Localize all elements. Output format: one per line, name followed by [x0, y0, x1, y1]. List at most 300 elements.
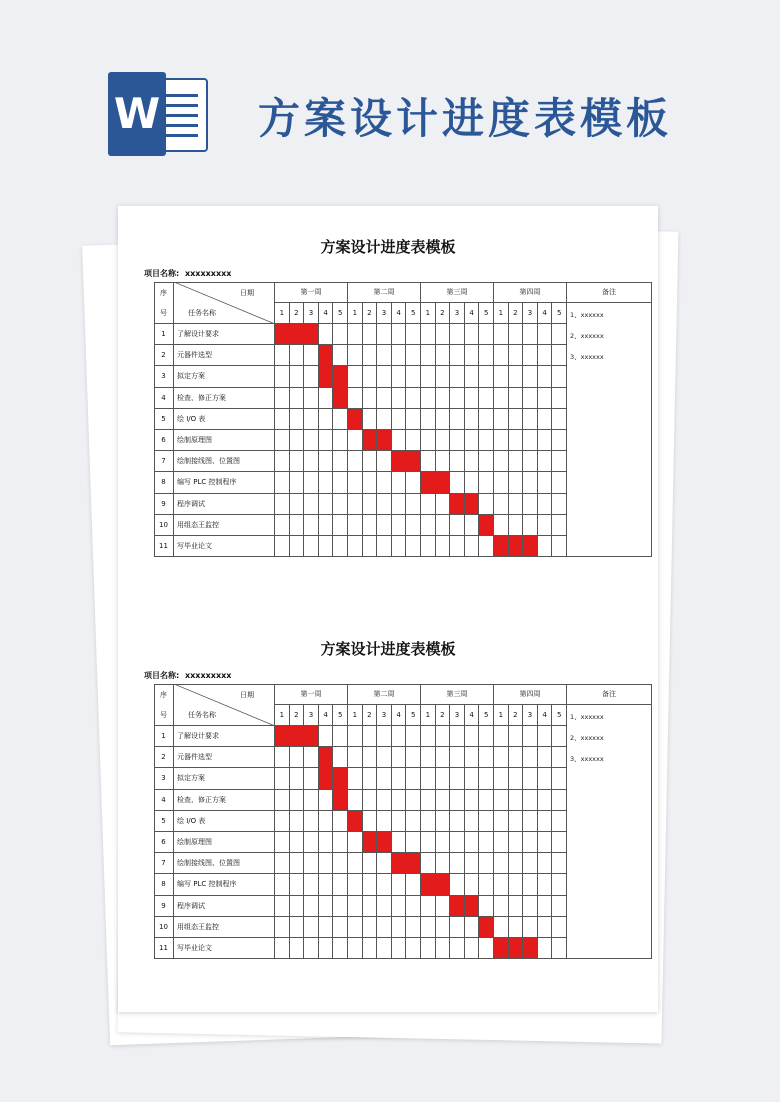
gantt-cell: [363, 324, 378, 345]
task-no: 10: [154, 515, 174, 536]
gantt-cell: [479, 832, 494, 853]
gantt-cell: [465, 811, 480, 832]
project-name: [144, 268, 231, 279]
gantt-cell: [275, 451, 290, 472]
gantt-cell: [377, 345, 392, 366]
gantt-cell: [450, 811, 465, 832]
gantt-cell: [304, 451, 319, 472]
gantt-cell: [275, 896, 290, 917]
gantt-cell: [406, 938, 421, 959]
day-header: 5: [479, 705, 494, 726]
gantt-cell: [319, 874, 334, 895]
task-name: 拟定方案: [174, 768, 275, 789]
gantt-cell: [290, 430, 305, 451]
gantt-cell: [479, 938, 494, 959]
gantt-cell: [538, 430, 553, 451]
gantt-cell: [436, 726, 451, 747]
gantt-cell: [333, 515, 348, 536]
gantt-cell: [304, 366, 319, 387]
gantt-cell: [363, 515, 378, 536]
gantt-cell: [406, 515, 421, 536]
gantt-bar-cell: [523, 536, 538, 557]
gantt-bar-cell: [363, 430, 378, 451]
gantt-cell: [377, 388, 392, 409]
gantt-cell: [304, 853, 319, 874]
gantt-cell: [377, 726, 392, 747]
gantt-cell: [523, 832, 538, 853]
gantt-cell: [348, 853, 363, 874]
gantt-cell: [319, 853, 334, 874]
gantt-cell: [333, 494, 348, 515]
gantt-cell: [392, 409, 407, 430]
gantt-cell: [450, 472, 465, 493]
gantt-cell: [363, 345, 378, 366]
gantt-cell: [333, 917, 348, 938]
gantt-cell: [509, 832, 524, 853]
gantt-cell: [421, 536, 436, 557]
gantt-cell: [494, 853, 509, 874]
gantt-cell: [436, 409, 451, 430]
header-seq-bottom: 号: [154, 303, 174, 324]
task-name: 绘制原理图: [174, 430, 275, 451]
task-no: 3: [154, 768, 174, 789]
remark-note: 3、xxxxxx: [570, 755, 604, 764]
gantt-cell: [421, 494, 436, 515]
gantt-cell: [509, 515, 524, 536]
task-no: 7: [154, 451, 174, 472]
gantt-cell: [290, 366, 305, 387]
task-no: 7: [154, 853, 174, 874]
gantt-cell: [552, 366, 567, 387]
gantt-cell: [479, 451, 494, 472]
gantt-cell: [436, 938, 451, 959]
task-name: 编写 PLC 控制程序: [174, 472, 275, 493]
gantt-cell: [552, 811, 567, 832]
gantt-cell: [377, 768, 392, 789]
gantt-bar-cell: [333, 388, 348, 409]
task-name: 程序调试: [174, 494, 275, 515]
day-header: 2: [290, 705, 305, 726]
gantt-cell: [392, 747, 407, 768]
day-header: 5: [333, 705, 348, 726]
gantt-cell: [436, 536, 451, 557]
gantt-cell: [421, 917, 436, 938]
gantt-cell: [348, 768, 363, 789]
header-remark: 备注: [567, 684, 652, 705]
gantt-cell: [538, 917, 553, 938]
gantt-cell: [392, 345, 407, 366]
gantt-cell: [304, 409, 319, 430]
gantt-cell: [523, 324, 538, 345]
task-no: 4: [154, 388, 174, 409]
gantt-cell: [363, 726, 378, 747]
task-no: 2: [154, 345, 174, 366]
gantt-cell: [552, 853, 567, 874]
gantt-cell: [319, 388, 334, 409]
task-name: 程序调试: [174, 896, 275, 917]
day-header: 2: [290, 303, 305, 324]
gantt-cell: [304, 832, 319, 853]
gantt-cell: [538, 938, 553, 959]
gantt-cell: [377, 366, 392, 387]
task-name: 绘制原理图: [174, 832, 275, 853]
gantt-cell: [348, 324, 363, 345]
gantt-cell: [552, 515, 567, 536]
gantt-cell: [552, 472, 567, 493]
gantt-bar-cell: [392, 853, 407, 874]
gantt-cell: [304, 768, 319, 789]
gantt-cell: [465, 853, 480, 874]
gantt-cell: [275, 853, 290, 874]
gantt-cell: [479, 726, 494, 747]
gantt-bar-cell: [377, 430, 392, 451]
gantt-cell: [290, 451, 305, 472]
gantt-bar-cell: [509, 938, 524, 959]
gantt-cell: [436, 366, 451, 387]
gantt-cell: [450, 874, 465, 895]
project-value: xxxxxxxxx: [182, 671, 232, 680]
gantt-cell: [552, 832, 567, 853]
task-name: 写毕业论文: [174, 536, 275, 557]
gantt-cell: [406, 811, 421, 832]
document-page: [118, 206, 658, 1012]
gantt-cell: [348, 790, 363, 811]
gantt-cell: [290, 790, 305, 811]
gantt-cell: [319, 536, 334, 557]
gantt-cell: [333, 938, 348, 959]
gantt-cell: [479, 388, 494, 409]
gantt-cell: [450, 345, 465, 366]
gantt-bar-cell: [479, 515, 494, 536]
gantt-cell: [363, 747, 378, 768]
task-name: 了解设计要求: [174, 324, 275, 345]
gantt-bar-cell: [304, 324, 319, 345]
gantt-cell: [465, 726, 480, 747]
day-header: 1: [275, 303, 290, 324]
gantt-cell: [523, 345, 538, 366]
gantt-cell: [465, 874, 480, 895]
gantt-cell: [275, 366, 290, 387]
gantt-cell: [479, 494, 494, 515]
remark-note: 1、xxxxxx: [570, 311, 604, 319]
gantt-cell: [275, 768, 290, 789]
gantt-cell: [275, 811, 290, 832]
gantt-cell: [494, 451, 509, 472]
gantt-cell: [319, 324, 334, 345]
gantt-cell: [509, 472, 524, 493]
week-header-2: 第二周: [348, 684, 421, 705]
gantt-cell: [377, 853, 392, 874]
gantt-cell: [290, 536, 305, 557]
gantt-cell: [538, 472, 553, 493]
gantt-cell: [348, 747, 363, 768]
gantt-cell: [406, 768, 421, 789]
gantt-bar-cell: [319, 345, 334, 366]
gantt-cell: [436, 747, 451, 768]
gantt-cell: [494, 430, 509, 451]
gantt-cell: [333, 345, 348, 366]
gantt-cell: [523, 768, 538, 789]
gantt-cell: [290, 853, 305, 874]
remark-note: 1、xxxxxx: [570, 713, 604, 721]
gantt-cell: [538, 494, 553, 515]
task-name: 拟定方案: [174, 366, 275, 387]
gantt-cell: [275, 874, 290, 895]
gantt-cell: [450, 366, 465, 387]
gantt-bar-cell: [406, 853, 421, 874]
gantt-cell: [363, 768, 378, 789]
gantt-cell: [392, 726, 407, 747]
gantt-bar-cell: [319, 747, 334, 768]
gantt-cell: [552, 494, 567, 515]
gantt-cell: [436, 832, 451, 853]
gantt-cell: [479, 345, 494, 366]
gantt-cell: [392, 768, 407, 789]
gantt-cell: [494, 811, 509, 832]
gantt-cell: [421, 747, 436, 768]
gantt-cell: [290, 832, 305, 853]
gantt-cell: [479, 768, 494, 789]
gantt-cell: [465, 388, 480, 409]
schedule-section-1: [118, 206, 658, 606]
gantt-cell: [494, 747, 509, 768]
gantt-cell: [319, 811, 334, 832]
gantt-cell: [538, 409, 553, 430]
gantt-bar-cell: [450, 494, 465, 515]
gantt-cell: [377, 874, 392, 895]
gantt-cell: [509, 409, 524, 430]
gantt-cell: [479, 790, 494, 811]
word-letter: W: [108, 72, 166, 156]
gantt-cell: [290, 388, 305, 409]
gantt-cell: [348, 938, 363, 959]
gantt-cell: [479, 747, 494, 768]
gantt-cell: [304, 515, 319, 536]
gantt-cell: [377, 938, 392, 959]
gantt-bar-cell: [421, 472, 436, 493]
gantt-cell: [436, 324, 451, 345]
gantt-cell: [523, 853, 538, 874]
day-header: 2: [509, 303, 524, 324]
gantt-bar-cell: [348, 811, 363, 832]
day-header: 5: [333, 303, 348, 324]
gantt-cell: [421, 768, 436, 789]
gantt-cell: [363, 409, 378, 430]
gantt-cell: [377, 409, 392, 430]
gantt-cell: [436, 896, 451, 917]
gantt-cell: [421, 896, 436, 917]
gantt-cell: [523, 874, 538, 895]
gantt-cell: [275, 747, 290, 768]
task-name: 用组态王监控: [174, 515, 275, 536]
gantt-cell: [509, 917, 524, 938]
gantt-cell: [319, 726, 334, 747]
task-no: 5: [154, 811, 174, 832]
gantt-cell: [363, 938, 378, 959]
day-header: 2: [363, 303, 378, 324]
gantt-cell: [538, 515, 553, 536]
gantt-cell: [509, 874, 524, 895]
gantt-cell: [304, 811, 319, 832]
gantt-cell: [450, 747, 465, 768]
gantt-cell: [552, 451, 567, 472]
project-label: 项目名称:: [144, 671, 180, 680]
header-date: 日期: [240, 289, 254, 297]
gantt-cell: [523, 747, 538, 768]
gantt-cell: [406, 896, 421, 917]
gantt-cell: [538, 366, 553, 387]
gantt-cell: [319, 917, 334, 938]
gantt-cell: [436, 811, 451, 832]
task-no: 10: [154, 917, 174, 938]
week-header-3: 第三周: [421, 684, 494, 705]
gantt-cell: [333, 747, 348, 768]
gantt-cell: [348, 832, 363, 853]
gantt-cell: [465, 768, 480, 789]
gantt-cell: [494, 366, 509, 387]
gantt-cell: [552, 388, 567, 409]
gantt-cell: [523, 494, 538, 515]
gantt-cell: [436, 515, 451, 536]
week-header-3: 第三周: [421, 282, 494, 303]
gantt-cell: [436, 917, 451, 938]
gantt-cell: [406, 494, 421, 515]
gantt-bar-cell: [392, 451, 407, 472]
gantt-cell: [538, 726, 553, 747]
gantt-cell: [290, 938, 305, 959]
gantt-cell: [494, 917, 509, 938]
gantt-cell: [406, 409, 421, 430]
gantt-cell: [377, 917, 392, 938]
gantt-cell: [465, 430, 480, 451]
header-date-task: [174, 282, 275, 324]
header-task: 任务名称: [188, 711, 216, 719]
gantt-cell: [275, 494, 290, 515]
day-header: 3: [377, 303, 392, 324]
sheet-title: 方案设计进度表模板: [320, 640, 456, 658]
gantt-cell: [465, 472, 480, 493]
gantt-cell: [363, 536, 378, 557]
gantt-cell: [450, 726, 465, 747]
gantt-bar-cell: [333, 790, 348, 811]
gantt-cell: [290, 917, 305, 938]
gantt-cell: [333, 409, 348, 430]
gantt-bar-cell: [523, 938, 538, 959]
gantt-bar-cell: [377, 832, 392, 853]
task-no: 9: [154, 494, 174, 515]
gantt-cell: [509, 451, 524, 472]
gantt-cell: [552, 874, 567, 895]
task-no: 1: [154, 324, 174, 345]
gantt-bar-cell: [494, 938, 509, 959]
gantt-cell: [465, 832, 480, 853]
gantt-cell: [552, 324, 567, 345]
gantt-cell: [538, 832, 553, 853]
gantt-cell: [523, 472, 538, 493]
day-header: 4: [392, 705, 407, 726]
gantt-cell: [479, 536, 494, 557]
gantt-cell: [494, 409, 509, 430]
gantt-cell: [406, 388, 421, 409]
gantt-cell: [465, 747, 480, 768]
gantt-cell: [421, 366, 436, 387]
gantt-cell: [319, 451, 334, 472]
week-header-1: 第一周: [275, 282, 348, 303]
day-header: 1: [421, 303, 436, 324]
gantt-cell: [421, 324, 436, 345]
day-header: 5: [406, 705, 421, 726]
task-no: 3: [154, 366, 174, 387]
gantt-cell: [538, 768, 553, 789]
gantt-cell: [523, 917, 538, 938]
gantt-cell: [494, 515, 509, 536]
gantt-cell: [436, 790, 451, 811]
gantt-cell: [436, 345, 451, 366]
gantt-cell: [392, 472, 407, 493]
gantt-cell: [363, 853, 378, 874]
gantt-cell: [552, 768, 567, 789]
gantt-cell: [406, 790, 421, 811]
gantt-cell: [275, 832, 290, 853]
gantt-cell: [290, 811, 305, 832]
gantt-cell: [406, 874, 421, 895]
gantt-cell: [421, 430, 436, 451]
gantt-cell: [406, 747, 421, 768]
gantt-cell: [538, 388, 553, 409]
day-header: 4: [538, 705, 553, 726]
day-header: 4: [538, 303, 553, 324]
gantt-cell: [333, 874, 348, 895]
day-header: 5: [552, 705, 567, 726]
gantt-cell: [494, 790, 509, 811]
word-logo-icon: [108, 72, 208, 156]
gantt-cell: [450, 430, 465, 451]
gantt-cell: [465, 409, 480, 430]
gantt-cell: [377, 324, 392, 345]
gantt-cell: [450, 451, 465, 472]
gantt-cell: [479, 853, 494, 874]
gantt-bar-cell: [436, 874, 451, 895]
gantt-cell: [392, 388, 407, 409]
task-name: 绘 I/O 表: [174, 811, 275, 832]
gantt-cell: [392, 874, 407, 895]
gantt-cell: [348, 917, 363, 938]
gantt-cell: [304, 747, 319, 768]
gantt-cell: [421, 938, 436, 959]
gantt-cell: [450, 917, 465, 938]
day-header: 3: [304, 705, 319, 726]
gantt-cell: [377, 494, 392, 515]
gantt-cell: [275, 917, 290, 938]
gantt-cell: [479, 430, 494, 451]
gantt-cell: [377, 790, 392, 811]
gantt-cell: [392, 917, 407, 938]
task-no: 2: [154, 747, 174, 768]
week-header-1: 第一周: [275, 684, 348, 705]
day-header: 5: [479, 303, 494, 324]
gantt-cell: [421, 832, 436, 853]
day-header: 1: [494, 303, 509, 324]
gantt-cell: [333, 853, 348, 874]
gantt-cell: [377, 451, 392, 472]
gantt-bar-cell: [319, 768, 334, 789]
gantt-cell: [465, 515, 480, 536]
header-date: 日期: [240, 691, 254, 699]
gantt-bar-cell: [363, 832, 378, 853]
day-header: 4: [392, 303, 407, 324]
gantt-cell: [363, 388, 378, 409]
task-no: 1: [154, 726, 174, 747]
